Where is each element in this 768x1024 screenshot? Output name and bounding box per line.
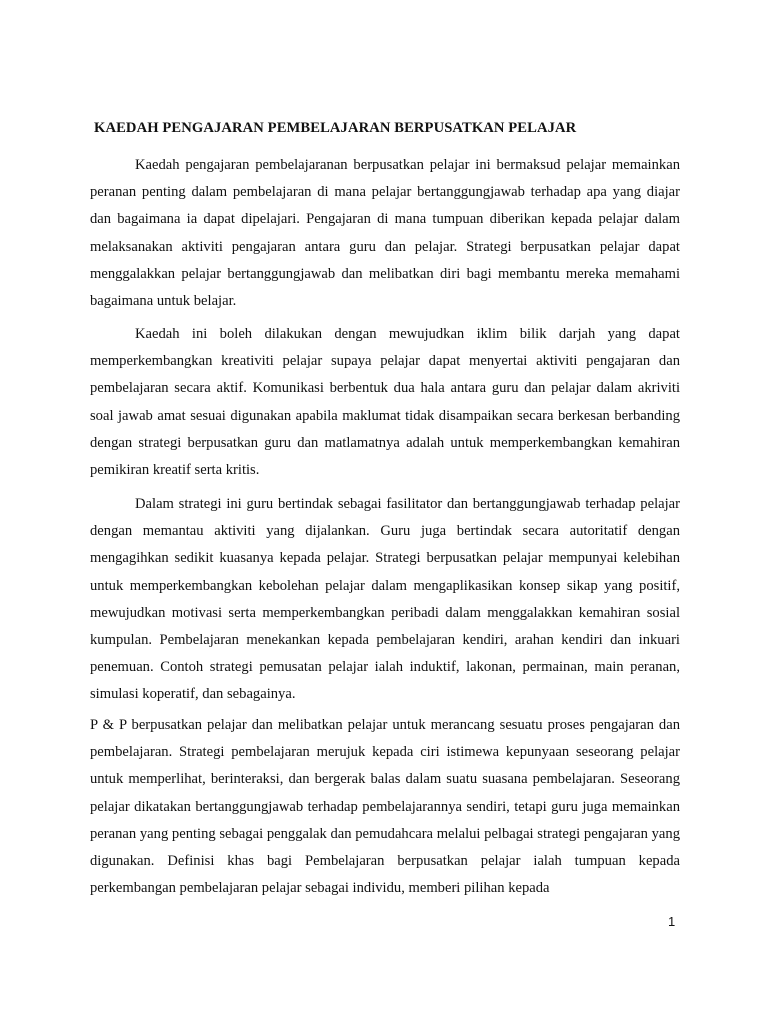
document-title: KAEDAH PENGAJARAN PEMBELAJARAN BERPUSATKAN PELAJAR [94,120,577,136]
paragraph-2: Kaedah ini boleh dilakukan dengan mewujudkan iklim bilik darjah yang dapat memperkembangkan kreativiti pelajar supaya pelajar dapat menyertai aktiviti pengajaran dan pembelajaran secara aktif. Komunikasi berbentuk dua hala antara guru dan pelajar dalam akriviti soal jawab amat sesuai digunakan apabila maklumat tidak disampaikan secara berkesan berbanding dengan strategi berpusatkan guru dan matlamatnya adalah untuk memperkembangkan kemahiran pemikiran kreatif serta kritis. [90,326,680,479]
paragraph-1: Kaedah pengajaran pembelajaranan berpusatkan pelajar ini bermaksud pelajar memainkan peranan penting dalam pembelajaran di mana pelajar bertanggungjawab terhadap apa yang diajar dan bagaimana ia dapat dipelajari. Pengajaran di mana tumpuan diberikan kepada pelajar dalam melaksanakan aktiviti pengajaran antara guru dan pelajar. Strategi berpusatkan pelajar dapat menggalakkan pelajar bertanggungjawab dan melibatkan diri bagi membantu mereka memahami bagaimana untuk belajar. [90,157,680,310]
paragraph-3: Dalam strategi ini guru bertindak sebagai fasilitator dan bertanggungjawab terhadap pelajar dengan memantau aktiviti yang dijalankan. Guru juga bertindak secara autoritatif dengan mengagihkan sedikit kuasanya kepada pelajar. Strategi berpusatkan pelajar mempunyai kelebihan untuk memperkembangkan kebolehan pelajar dalam mengaplikasikan konsep sikap yang positif, mewujudkan motivasi serta memperkembangkan peribadi dalam menggalakkan kemahiran sosial kumpulan. Pembelajaran menekankan kepada pembelajaran kendiri, arahan kendiri dan inkuari penemuan. Contoh strategi pemusatan pelajar ialah induktif, lakonan, permainan, main peranan, simulasi koperatif, dan sebagainya. [90,496,680,703]
page-number: 1 [668,914,676,929]
paragraph-4: P & P berpusatkan pelajar dan melibatkan pelajar untuk merancang sesuatu proses pengajaran dan pembelajaran. Strategi pembelajaran merujuk kepada ciri istimewa kepunyaan seseorang pelajar untuk memperlihat, berinteraksi, dan bergerak balas dalam suatu suasana pembelajaran. Seseorang pelajar dikatakan bertanggungjawab terhadap pembelajarannya sendiri, tetapi guru juga memainkan peranan yang penting sebagai penggalak dan pemudahcara melalui pelbagai strategi pengajaran yang digunakan. Definisi khas bagi Pembelajaran berpusatkan pelajar ialah tumpuan kepada perkembangan pembelajaran pelajar sebagai individu, memberi pilihan kepada [90,717,680,897]
